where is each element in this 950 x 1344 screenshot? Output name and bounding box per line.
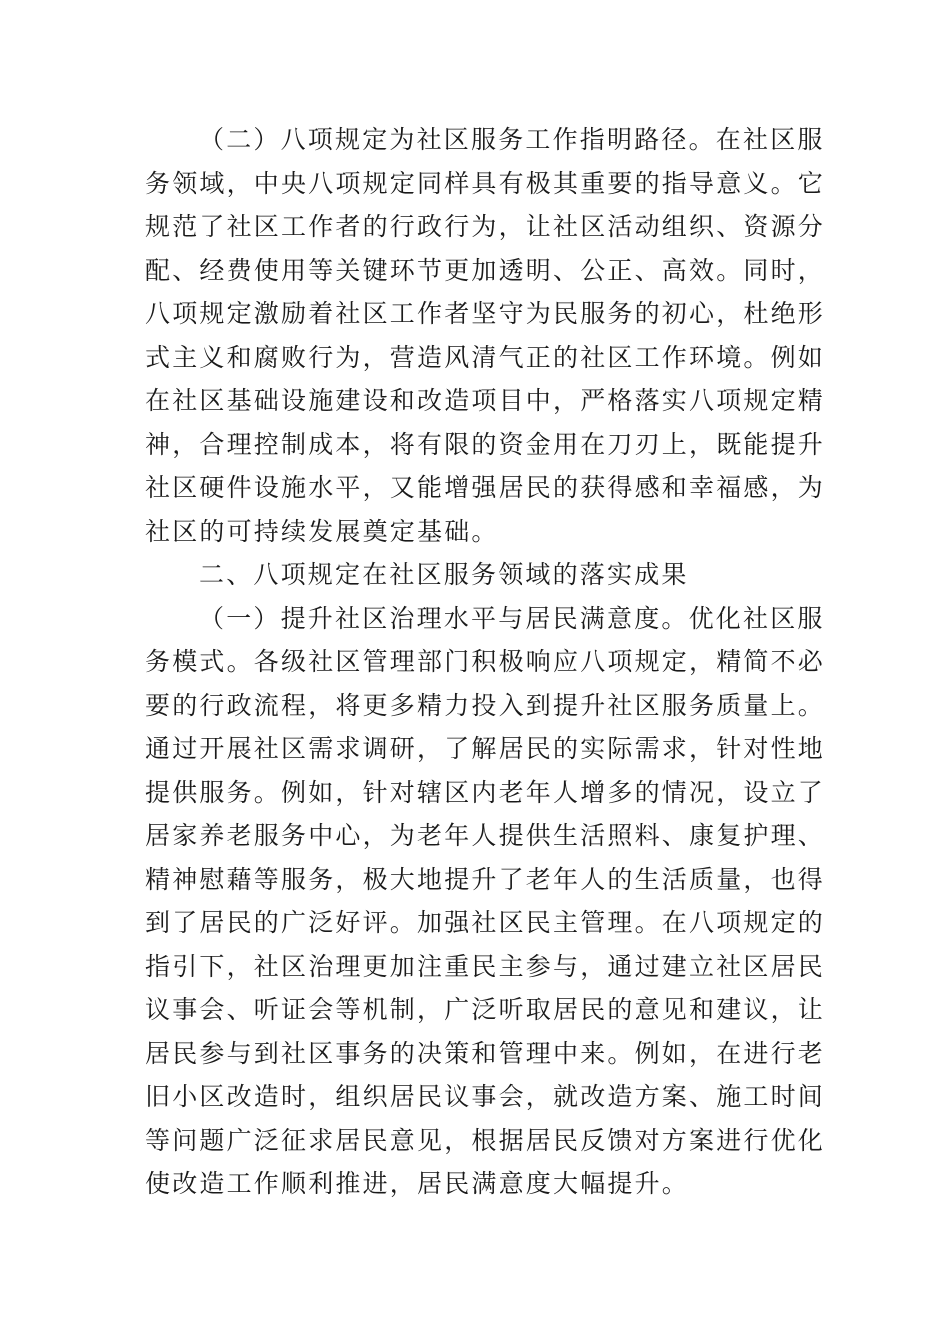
text-line: （一）提升社区治理水平与居民满意度。优化社区服 bbox=[199, 603, 825, 633]
text-line: 在社区基础设施建设和改造项目中，严格落实八项规定精 bbox=[145, 386, 826, 415]
text-line: 务模式。各级社区管理部门积极响应八项规定，精简不必 bbox=[145, 647, 826, 676]
text-line: 要的行政流程，将更多精力投入到提升社区服务质量上。 bbox=[145, 690, 826, 720]
text-line: 配、经费使用等关键环节更加透明、公正、高效。同时， bbox=[145, 255, 826, 285]
text-line: 社区的可持续发展奠定基础。 bbox=[145, 516, 499, 546]
text-line: 居家养老服务中心，为老年人提供生活照料、康复护理、 bbox=[145, 821, 826, 850]
text-line: 式主义和腐败行为，营造风清气正的社区工作环境。例如 bbox=[145, 342, 826, 372]
text-line: 通过开展社区需求调研，了解居民的实际需求，针对性地 bbox=[145, 734, 826, 763]
text-line: 到了居民的广泛好评。加强社区民主管理。在八项规定的 bbox=[145, 908, 826, 937]
paragraph bbox=[145, 597, 826, 1206]
paragraph bbox=[145, 118, 826, 553]
text-line: 提供服务。例如，针对辖区内老年人增多的情况，设立了 bbox=[145, 777, 826, 807]
text-line: 指引下，社区治理更加注重民主参与，通过建立社区居民 bbox=[145, 951, 826, 981]
text-line: 精神慰藉等服务，极大地提升了老年人的生活质量，也得 bbox=[145, 864, 826, 894]
text-line: 社区硬件设施水平，又能增强居民的获得感和幸福感，为 bbox=[145, 473, 826, 502]
text-line: 等问题广泛征求居民意见，根据居民反馈对方案进行优化 bbox=[145, 1125, 826, 1155]
text-line: （二）八项规定为社区服务工作指明路径。在社区服 bbox=[199, 125, 825, 154]
heading-text: 二、八项规定在社区服务领域的落实成果 bbox=[199, 560, 689, 589]
text-line: 旧小区改造时，组织居民议事会，就改造方案、施工时间 bbox=[145, 1082, 826, 1111]
text-line: 规范了社区工作者的行政行为，让社区活动组织、资源分 bbox=[145, 212, 826, 241]
text-line: 居民参与到社区事务的决策和管理中来。例如，在进行老 bbox=[145, 1038, 826, 1068]
document-body bbox=[145, 118, 826, 1206]
text-line: 八项规定激励着社区工作者坚守为民服务的初心，杜绝形 bbox=[145, 299, 826, 328]
text-line: 务领域，中央八项规定同样具有极其重要的指导意义。它 bbox=[145, 168, 826, 198]
text-line: 神，合理控制成本，将有限的资金用在刀刃上，既能提升 bbox=[145, 429, 826, 459]
text-line: 使改造工作顺利推进，居民满意度大幅提升。 bbox=[145, 1169, 690, 1198]
section-heading bbox=[145, 553, 807, 597]
text-line: 议事会、听证会等机制，广泛听取居民的意见和建议，让 bbox=[145, 995, 826, 1024]
